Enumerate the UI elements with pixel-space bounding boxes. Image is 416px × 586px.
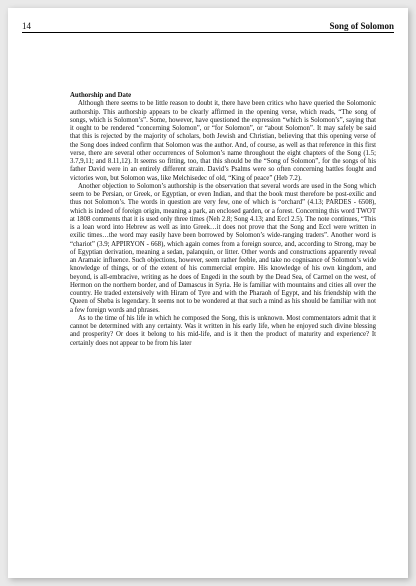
running-header (22, 18, 394, 33)
running-title: Song of Solomon (329, 21, 394, 31)
page-number: 14 (22, 21, 31, 31)
paragraph: Another objection to Solomon’s authorship is the observation that several words are used in the Song which seem to be Persian, or Greek, or Egyptian, or even Indian, and that the book must therefore be post-exilic and thus not Solomon’s. The words in question are very few, one of which is “orchard” (4.13; PARDES - 6508), which is indeed of foreign origin, meaning a park, an enclosed garden, or a forest. Concerning this word TWOT at 1808 comments that it is used only three times (Neh 2.8; Song 4.13; and Eccl 2.5). The note continues, “This is a loan word into Hebrew as well as into Greek…it does not prove that the Song and Eccl were written in exilic times…the word may easily have been borrowed by Solomon’s wide-ranging traders”. Another word is “chariot” (3.9; APPIRYON - 668), which again comes from a foreign source, and, according to Strong, may be of Egyptian derivation, meaning a sedan, palanquin, or litter. Other words and constructions apparently reveal an Aramaic influence. Such objections, however, seem rather feeble, and take no cognisance of Solomon’s wide knowledge of things, or of the extent of his commercial empire. His knowledge of his own kingdom, and beyond, is all-embracive, writing as he does of Engedi in the south by the Dead Sea, of Carmel on the west, of Hermon on the northern border, and of Damascus in Syria. He is familiar with mountains and cities all over the country. He traded extensively with Hiram of Tyre and with the Pharaoh of Egypt, and his friendship with the Queen of Sheba is legendary. It seems not to be wondered at that such a mind as his should be familiar with not a few foreign words and phrases. (70, 182, 376, 314)
body-text (70, 92, 376, 348)
section-heading: Authorship and Date (70, 92, 132, 99)
paragraph: Although there seems to be little reason to doubt it, there have been critics who have queried the Solomonic authorship. This authorship appears to be clearly affirmed in the opening verse, which reads, “The song of songs, which is Solomon’s”. Some, however, have questioned the expression “which is Solomon’s”, saying that it ought to be rendered “concerning Solomon”, or “for Solomon”, or “about Solomon”. It may safely be said that this is rejected by the majority of scholars, both Jewish and Christian, believing that this opening verse of the Song does indeed confirm that Solomon was the author. And, of course, as well as that reference in this first verse, there are several other occurrences of Solomon’s name throughout the eight chapters of the Song (1.5; 3.7,9,11; and 8.11,12). It seems so fitting, too, that this should be the “Song of Solomon”, for the songs of his father David were in an entirely different strain. David’s Psalms were so often concerning battles fought and victories won, but Solomon was, like Melchisedec of old, “King of peace” (Heb 7.2). (70, 100, 376, 182)
paragraph: As to the time of his life in which he composed the Song, this is unknown. Most commentators admit that it cannot be determined with any certainty. Was it written in his early life, when he enjoyed such divine blessing and prosperity? Or does it belong to his mid-life, and is it then the product of maturity and experience? It certainly does not appear to be from his later (70, 314, 376, 347)
book-page (8, 8, 408, 578)
